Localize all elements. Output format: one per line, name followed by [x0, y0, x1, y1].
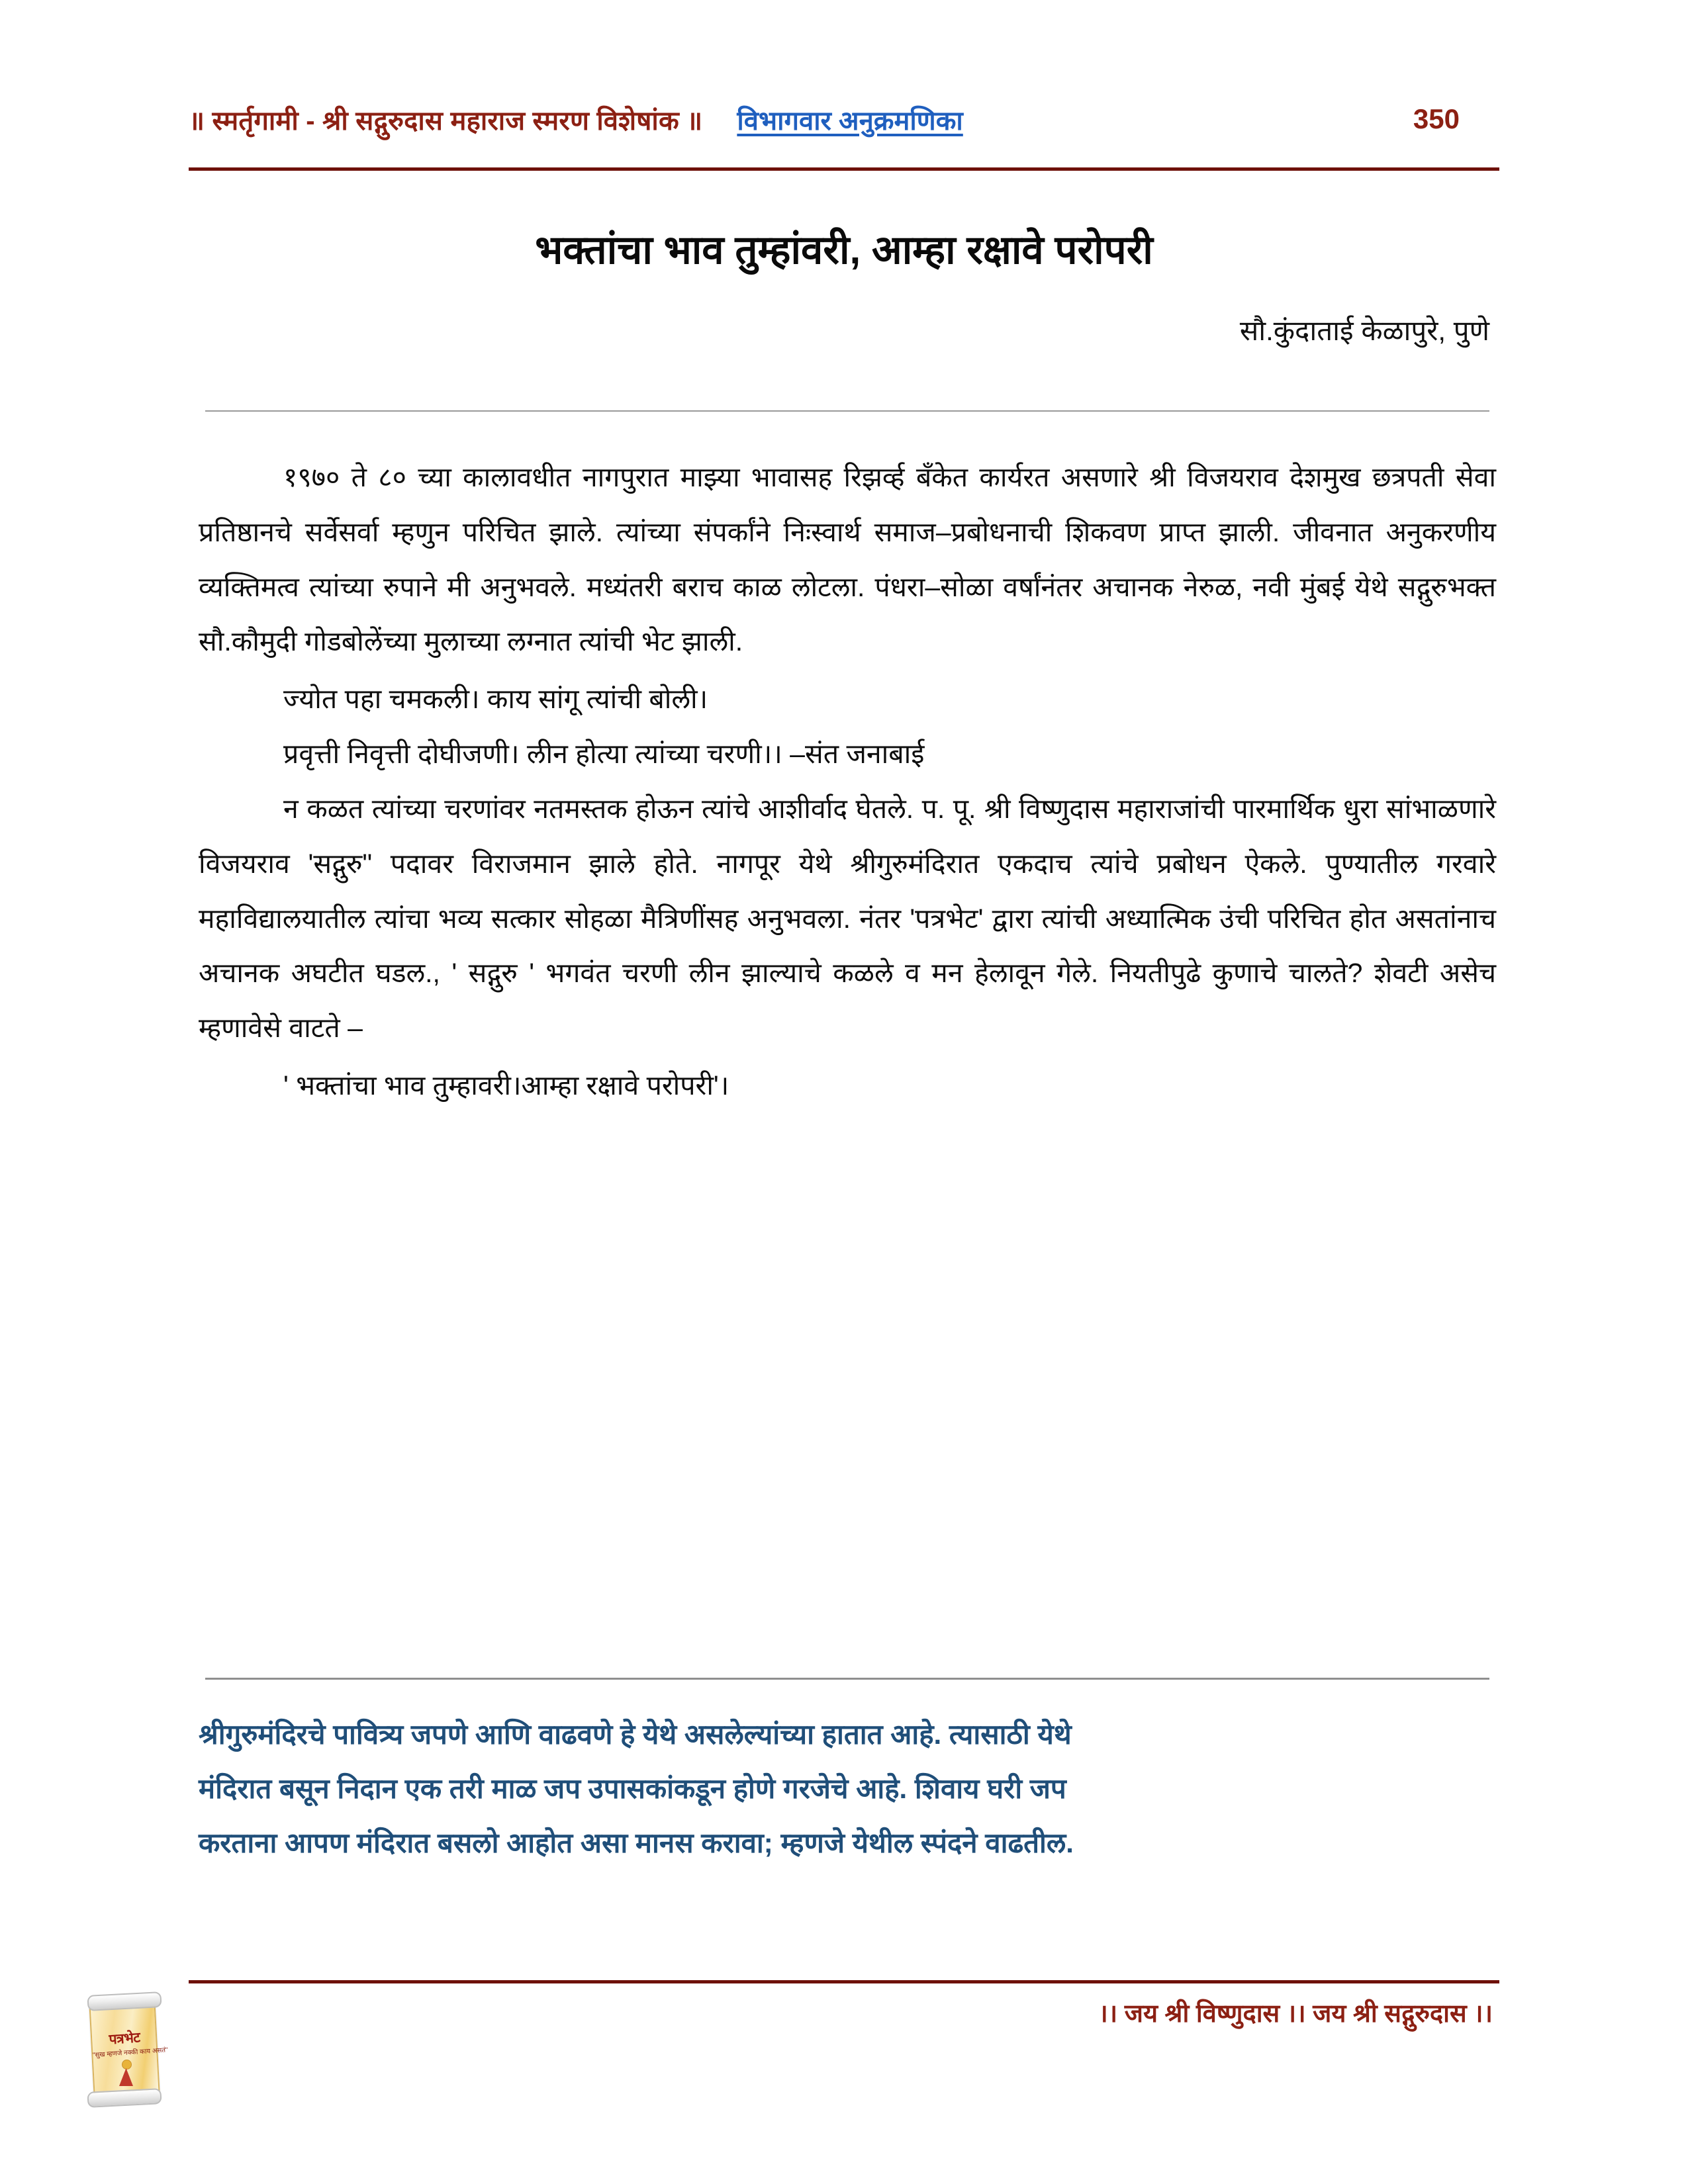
logo-figure-body	[119, 2068, 133, 2086]
note-divider-rule	[205, 1678, 1489, 1680]
paragraph-1: १९७० ते ८० च्या कालावधीत नागपुरात माझ्या भावासह रिझर्व्ह बँकेत कार्यरत असणारे श्री विजयराव देशमुख छत्रपती सेवा प्रतिष्ठानचे सर्वेसर्वा म्हणुन परिचित झाले. त्यांच्या संपर्कांने निःस्वार्थ समाज–प्रबोधनाची शिकवण प्राप्त झाली. जीवनात अनुकरणीय व्यक्तिमत्व त्यांच्या रुपाने मी अनुभवले. मध्यंतरी बराच काळ लोटला. पंधरा–सोळा वर्षांनंतर अचानक नेरुळ, नवी मुंबई येथे सद्गुरुभक्त सौ.कौमुदी गोडबोलेंच्या मुलाच्या लग्नात त्यांची भेट झाली.	[199, 462, 1496, 657]
blue-note-block	[199, 1707, 1493, 1870]
footer-salutation: ।। जय श्री विष्णुदास ।। जय श्री सद्गुरुदास ।।	[1098, 2000, 1493, 2028]
scroll-bottom-roll-icon	[87, 2088, 162, 2108]
header-divider-rule	[189, 167, 1499, 171]
title-divider-rule	[205, 410, 1489, 412]
page-number: 350	[1413, 103, 1460, 134]
blue-note-line-3: करताना आपण मंदिरात बसलो आहोत असा मानस करावा; म्हणजे येथील स्पंदने वाढतील.	[199, 1827, 1074, 1858]
blue-note-line-2: मंदिरात बसून निदान एक तरी माळ जप उपासकांकडून होणे गरजेचे आहे. शिवाय घरी जप	[199, 1772, 1066, 1804]
patrabhet-logo-icon	[85, 1991, 168, 2103]
logo-wordmark: पत्रभेट	[108, 2030, 141, 2048]
verse-line-2: प्रवृत्ती निवृत्ती दोघीजणी। लीन होत्या त्यांच्या चरणी।। –संत जनाबाई	[283, 739, 925, 770]
blue-note-line-1: श्रीगुरुमंदिरचे पावित्र्य जपणे आणि वाढवणे हे येथे असलेल्यांच्या हातात आहे. त्यासाठी येथे	[199, 1719, 1072, 1750]
page-header	[189, 93, 1499, 146]
paragraph-2: न कळत त्यांच्या चरणांवर नतमस्तक होऊन त्यांचे आशीर्वाद घेतले. प. पू. श्री विष्णुदास महाराजांची पारमार्थिक धुरा सांभाळणारे विजयराव 'सद्गुरु" पदावर विराजमान झाले होते. नागपूर येथे श्रीगुरुमंदिरात एकदाच त्यांचे प्रबोधन ऐकले. पुण्यातील गरवारे महाविद्यालयातील त्यांचा भव्य सत्कार सोहळा मैत्रिणींसह अनुभवला. नंतर 'पत्रभेट' द्वारा त्यांची अध्यात्मिक उंची परिचित होत असतांनाच अचानक अघटीत घडल., ' सद्गुरु ' भगवंत चरणी लीन झाल्याचे कळले व मन हेलावून गेले. नियतीपुढे कुणाचे चालते? शेवटी असेच म्हणावेसे वाटते –	[199, 793, 1496, 1044]
logo-figure-head	[122, 2060, 132, 2070]
closing-quote: ' भक्तांचा भाव तुम्हावरी।आम्हा रक्षावे परोपरी'।	[283, 1069, 729, 1101]
footer-divider-rule	[189, 1980, 1499, 1983]
logo-figure-icon	[118, 2060, 134, 2089]
logo-tagline: "सुख म्हणजे नक्की काय असतं"	[92, 2046, 168, 2060]
article-title: भक्तांचा भाव तुम्हांवरी, आम्हा रक्षावे परोपरी	[535, 228, 1153, 273]
article-byline: सौ.कुंदाताई केळापुरे, पुणे	[1239, 315, 1489, 346]
index-link[interactable]: विभागवार अनुक्रमणिका	[737, 106, 963, 136]
article-body	[199, 450, 1496, 1116]
magazine-title: ॥ स्मर्तृगामी - श्री सद्गुरुदास महाराज स्मरण विशेषांक ॥	[189, 106, 703, 136]
verse-line-1: ज्योत पहा चमकली। काय सांगू त्यांची बोली।	[283, 684, 708, 715]
